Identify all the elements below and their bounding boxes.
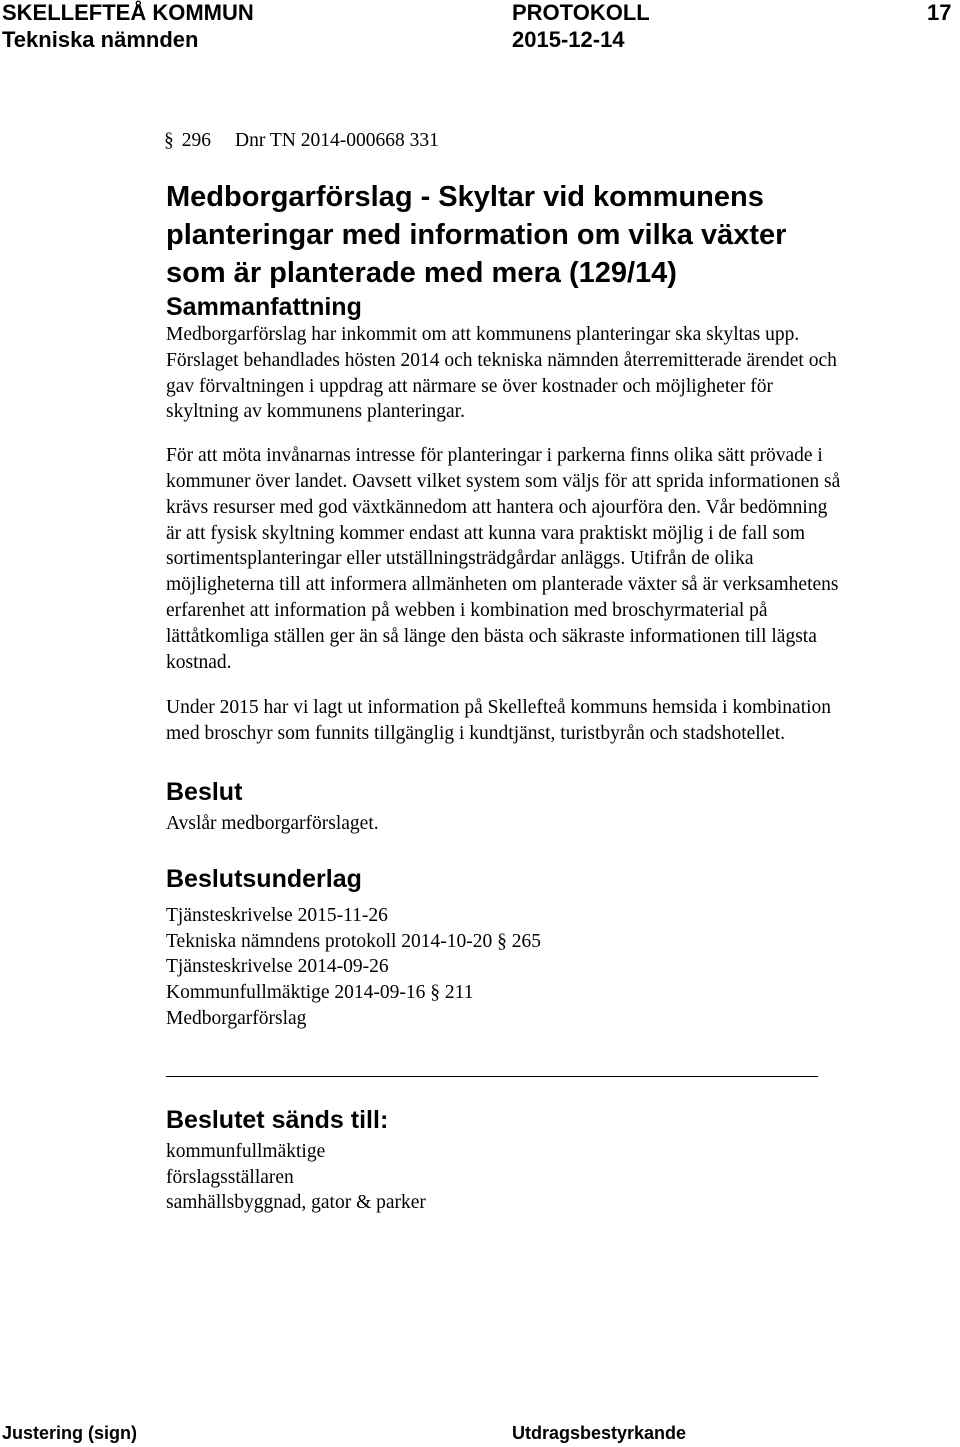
basis-item: Tekniska nämndens protokoll 2014-10-20 § 265 xyxy=(166,930,542,952)
basis-item: Tjänsteskrivelse 2015-11-26 xyxy=(166,904,388,926)
summary-paragraph: För att möta invånarnas intresse för planteringar i parkerna finns olika sätt prövade i kommuner över landet. Oavsett vilket system som väljs för att sprida informationen så krävs resurser med god växtkännedom att hantera och ajourföra den. Vår bedömning är att fysisk skyltning kommer endast att kunna vara praktiskt möjlig i de fall som sortimentsplanteringar eller utställningsträdgårdar anläggs. Utifrån de olika möjligheterna till att informera allmänheten om planterade växter så är verksamhetens erfarenhet att information på webben i kombination med broschyrmaterial på lättåtkomliga ställen ger än så länge den bästa och säkraste informationen till lägsta kostnad. xyxy=(166,445,841,673)
section-number: 296 xyxy=(181,130,211,151)
basis-item: Medborgarförslag xyxy=(166,1007,307,1029)
signature-label: Justering (sign) xyxy=(2,1423,138,1443)
summary-paragraph: Under 2015 har vi lagt ut information på Skellefteå kommuns hemsida i kombination med broschyr som funnits tillgänglig i kundtjänst, turistbyrån och stadshotellet. xyxy=(166,697,832,745)
page-footer xyxy=(0,1420,960,1447)
basis-list xyxy=(166,903,846,1032)
basis-item: Kommunfullmäktige 2014-09-16 § 211 xyxy=(166,982,474,1004)
certification-label: Utdragsbestyrkande xyxy=(512,1423,687,1443)
committee-name: Tekniska nämnden xyxy=(2,27,199,52)
page-number: 17 xyxy=(927,0,952,25)
meeting-date: 2015-12-14 xyxy=(512,27,625,52)
summary-heading: Sammanfattning xyxy=(166,293,362,321)
recipient-item: förslagsställaren xyxy=(166,1166,294,1188)
document-body xyxy=(166,128,846,1216)
decision-text: Avslår medborgarförslaget. xyxy=(166,812,379,834)
recipient-item: samhällsbyggnad, gator & parker xyxy=(166,1192,426,1214)
divider-line xyxy=(166,1076,818,1077)
basis-item: Tjänsteskrivelse 2014-09-26 xyxy=(166,956,389,978)
case-title: Medborgarförslag - Skyltar vid kommunens planteringar med information om vilka växter som är planterade med mera (129/14) xyxy=(166,181,787,289)
summary-paragraph: Medborgarförslag har inkommit om att kommunens planteringar ska skyltas upp. Förslaget behandlades hösten 2014 och tekniska nämnden återremitterade ärendet och gav förvaltningen i uppdrag att närmare se över kostnader och möjligheter för skyltning av kommunens planteringar. xyxy=(166,324,837,423)
sent-to-heading: Beslutet sänds till: xyxy=(166,1105,389,1134)
page-header xyxy=(0,0,960,56)
case-reference xyxy=(166,128,846,158)
document-type: PROTOKOLL xyxy=(512,0,650,25)
decision-heading: Beslut xyxy=(166,777,243,806)
recipient-list xyxy=(166,1139,846,1216)
organization-name: SKELLEFTEÅ KOMMUN xyxy=(2,0,254,25)
recipient-item: kommunfullmäktige xyxy=(166,1140,326,1162)
diary-number: Dnr TN 2014-000668 331 xyxy=(235,130,439,151)
basis-heading: Beslutsunderlag xyxy=(166,864,362,893)
section-sign: § xyxy=(164,130,174,151)
